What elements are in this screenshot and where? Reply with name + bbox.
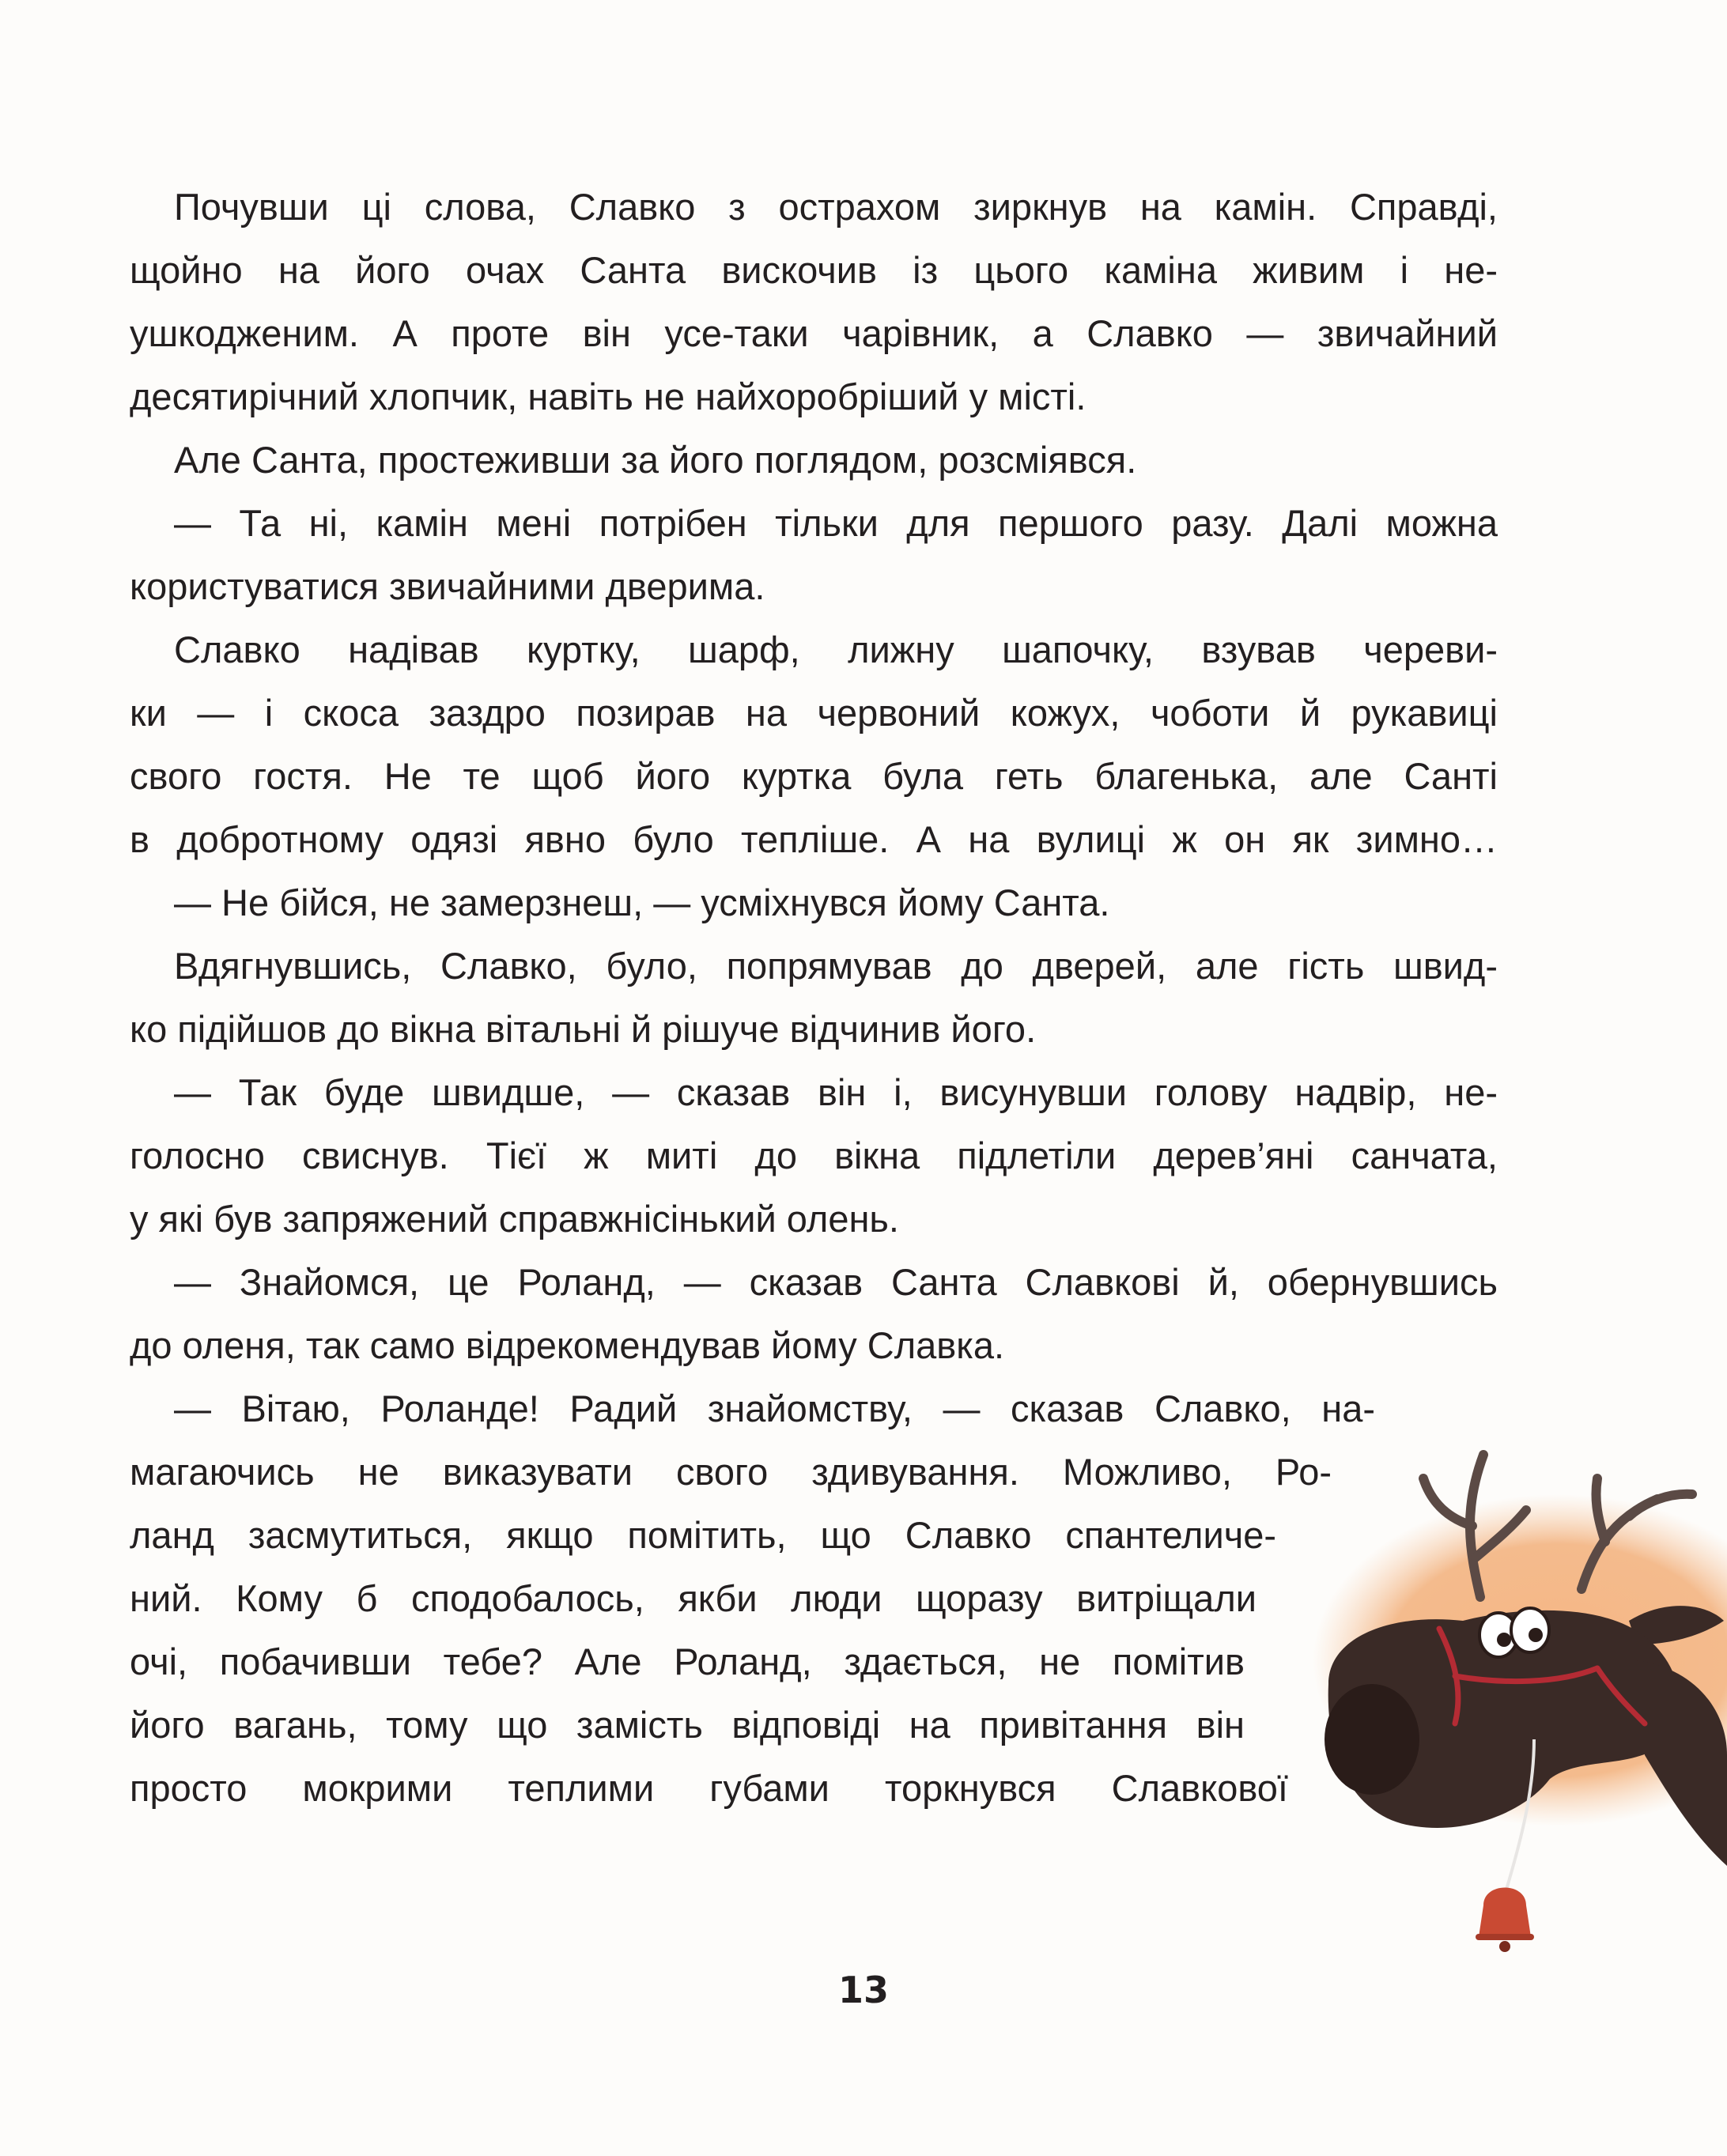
- text-line: користуватися звичайними дверима.: [130, 565, 765, 607]
- text-line: ланд засмутиться, якщо помітить, що Славко спантеличе-: [130, 1514, 1276, 1556]
- text-line: — Не бійся, не замерзнеш, — усміхнувся йому Санта.: [174, 882, 1110, 923]
- text-line: ки — і скоса заздро позирав на червоний кожух, чоботи й рукавиці: [130, 692, 1498, 734]
- text-line: голосно свиснув. Тієї ж миті до вікна підлетіли дерев’яні санчата,: [130, 1135, 1498, 1176]
- text-line: десятирічний хлопчик, навіть не найхоробріший у місті.: [130, 376, 1086, 417]
- reindeer-illustration: [1297, 1423, 1727, 1977]
- text-line: щойно на його очах Санта вискочив із цього каміна живим і не-: [130, 249, 1498, 291]
- text-line: в добротному одязі явно було тепліше. А на вулиці ж он як зимно…: [130, 818, 1498, 860]
- text-line: — Так буде швидше, — сказав він і, висунувши голову надвір, не-: [174, 1071, 1498, 1113]
- eye-right: [1511, 1608, 1549, 1652]
- text-line: Славко надівав куртку, шарф, лижну шапочку, взував череви-: [174, 629, 1498, 670]
- text-line: його вагань, тому що замість відповіді на привітання він: [130, 1704, 1245, 1746]
- text-line: ушкодженим. А проте він усе-таки чарівник, а Славко — звичайний: [130, 312, 1498, 354]
- page-number: 13: [837, 1969, 889, 2011]
- text-line: — Знайомся, це Роланд, — сказав Санта Славкові й, обернувшись: [174, 1261, 1498, 1303]
- bell: [1479, 1888, 1531, 1938]
- text-line: — Вітаю, Роланде! Радий знайомству, — сказав Славко, на-: [174, 1388, 1375, 1429]
- text-line: магаючись не виказувати свого здивування. Можливо, Ро-: [130, 1451, 1332, 1493]
- text-line: просто мокрими теплими губами торкнувся Славкової: [130, 1767, 1288, 1809]
- text-line: очі, побачивши тебе? Але Роланд, здається, не помітив: [130, 1641, 1245, 1682]
- text-line: — Та ні, камін мені потрібен тільки для першого разу. Далі можна: [174, 502, 1498, 544]
- text-line: свого гостя. Не те щоб його куртка була геть благенька, але Санті: [130, 755, 1498, 797]
- text-line: до оленя, так само відрекомендував йому Славка.: [130, 1324, 1005, 1366]
- text-line: ко підійшов до вікна вітальні й рішуче відчинив його.: [130, 1008, 1037, 1050]
- text-line: ний. Кому б сподобалось, якби люди щоразу витріщали: [130, 1577, 1257, 1619]
- text-line: Вдягнувшись, Славко, було, попрямував до дверей, але гість швид-: [174, 945, 1498, 987]
- text-line: у які був запряжений справжнісінький олень.: [130, 1198, 899, 1240]
- text-line: Але Санта, простеживши за його поглядом, розсміявся.: [174, 439, 1137, 481]
- nose: [1325, 1684, 1419, 1795]
- body-text: [130, 176, 1498, 1820]
- text-line: Почувши ці слова, Славко з острахом зиркнув на камін. Справді,: [174, 186, 1498, 228]
